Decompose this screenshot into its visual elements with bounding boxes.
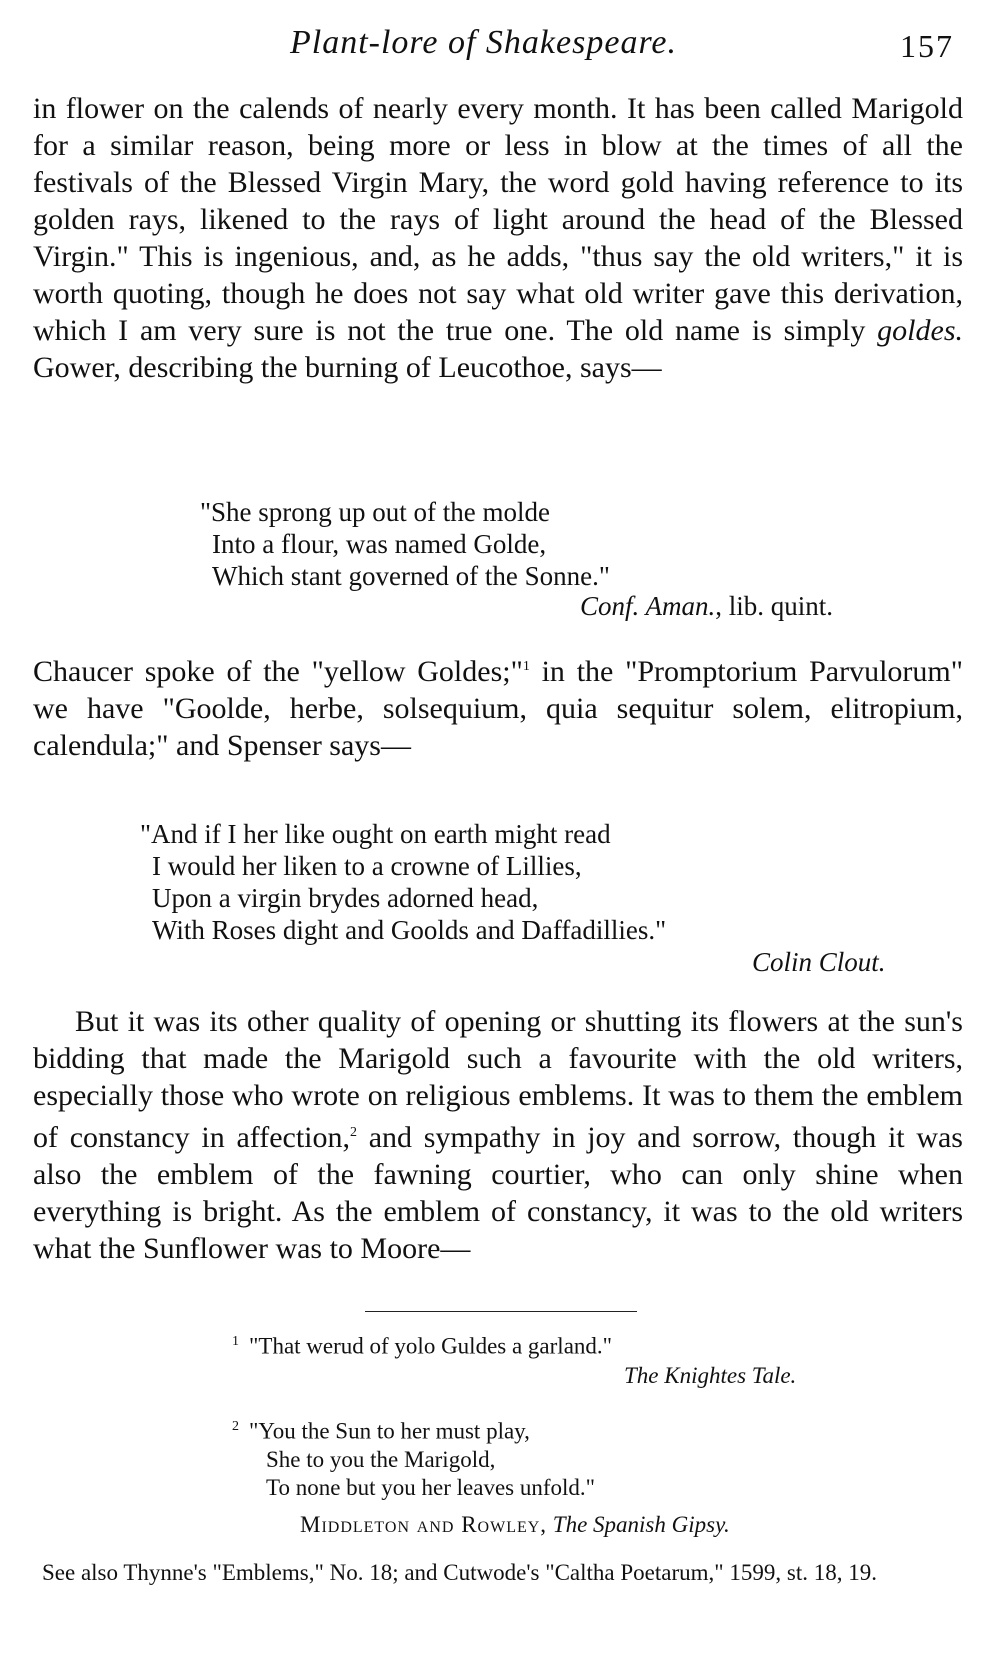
citation-authors: Middleton and Rowley, xyxy=(300,1512,548,1537)
verse-line: Into a flour, was named Golde, xyxy=(212,529,547,559)
verse-line: With Roses dight and Goolds and Daffadillies." xyxy=(152,915,667,945)
footnote-ref-1[interactable]: 1 xyxy=(522,659,530,674)
paragraph-3-text-b: and sympathy in joy and sorrow, though it was also the emblem of the fawning courtier, who can only shine when everything is bright. As the emblem of constancy, it was to the old writers what the Sunflower was to Moore— xyxy=(33,1121,963,1265)
footnote-2-citation xyxy=(300,1512,730,1538)
footnote-see-also: See also Thynne's "Emblems," No. 18; and Cutwode's "Caltha Poetarum," 1599, st. 18, 19. xyxy=(42,1560,878,1585)
verse-line: "She sprong up out of the molde xyxy=(200,497,550,527)
paragraph-1-text: in flower on the calends of nearly every month. It has been called Marigold for a similar reason, being more or less in blow at the times of all the festivals of the Blessed Virgin Mary, the word gold having reference to its golden rays, likened to the rays of light around the head of the Blessed Virgin." This is ingenious, and, as he adds, "thus say the old writers," it is worth quoting, though he does not say what old writer gave this derivation, which I am very sure is not the true one. The old name is simply xyxy=(33,92,963,347)
footnote-2 xyxy=(232,1413,595,1502)
citation-rest: , lib. quint. xyxy=(715,591,834,621)
footnote-ref-2[interactable]: 2 xyxy=(350,1125,357,1140)
verse-line: Which stant governed of the Sonne." xyxy=(212,561,610,591)
footnote-text: "That werud of yolo Guldes a garland." xyxy=(249,1333,613,1359)
citation-title: Colin Clout. xyxy=(752,947,886,977)
footnote-marker: 2 xyxy=(232,1419,239,1434)
paragraph-2 xyxy=(33,648,963,764)
verse-spenser-citation xyxy=(752,947,886,978)
paragraph-1 xyxy=(33,90,963,386)
paragraph-1-end: Gower, describing the burning of Leucothoe, says— xyxy=(33,351,662,384)
footnote-verse-line: To none but you her leaves unfold." xyxy=(266,1474,596,1500)
verse-spenser xyxy=(140,818,666,946)
page-number: 157 xyxy=(900,28,954,64)
paragraph-3-text-a: But it was its other quality of opening or shutting its flowers at the sun's bidding that made the Marigold such a favourite with the old writers, especially those who wrote on religious emblems. It was to them the emblem of constancy in affection, xyxy=(33,1005,963,1154)
verse-line: "And if I her like ought on earth might read xyxy=(140,819,611,849)
running-head xyxy=(0,18,1000,66)
footnote-1 xyxy=(232,1328,612,1361)
footnote-marker: 1 xyxy=(232,1334,239,1349)
running-title: Plant-lore of Shakespeare. xyxy=(290,24,678,61)
verse-line: I would her liken to a crowne of Lillies, xyxy=(152,851,582,881)
paragraph-2-text-b: in the "Promptorium Parvulorum" we have "Goolde, herbe, solsequium, quia sequitur solem, elitropium, calendula;" and Spenser says— xyxy=(33,655,964,762)
footnote-verse-line: She to you the Marigold, xyxy=(266,1446,496,1472)
verse-line: Upon a virgin brydes adorned head, xyxy=(152,883,539,913)
paragraph-3 xyxy=(33,1003,963,1267)
paragraph-2-text-a: Chaucer spoke of the "yellow Goldes;" xyxy=(33,655,523,688)
verse-gower-citation xyxy=(580,591,833,622)
citation-title: The Spanish Gipsy. xyxy=(552,1512,730,1537)
citation-title: Conf. Aman. xyxy=(580,591,716,621)
footnote-verse-line: "You the Sun to her must play, xyxy=(249,1418,530,1444)
footnote-divider xyxy=(365,1311,637,1312)
verse-gower xyxy=(200,496,610,592)
paragraph-1-italic-word: goldes. xyxy=(877,314,963,347)
footnote-1-citation: The Knightes Tale. xyxy=(624,1363,797,1388)
